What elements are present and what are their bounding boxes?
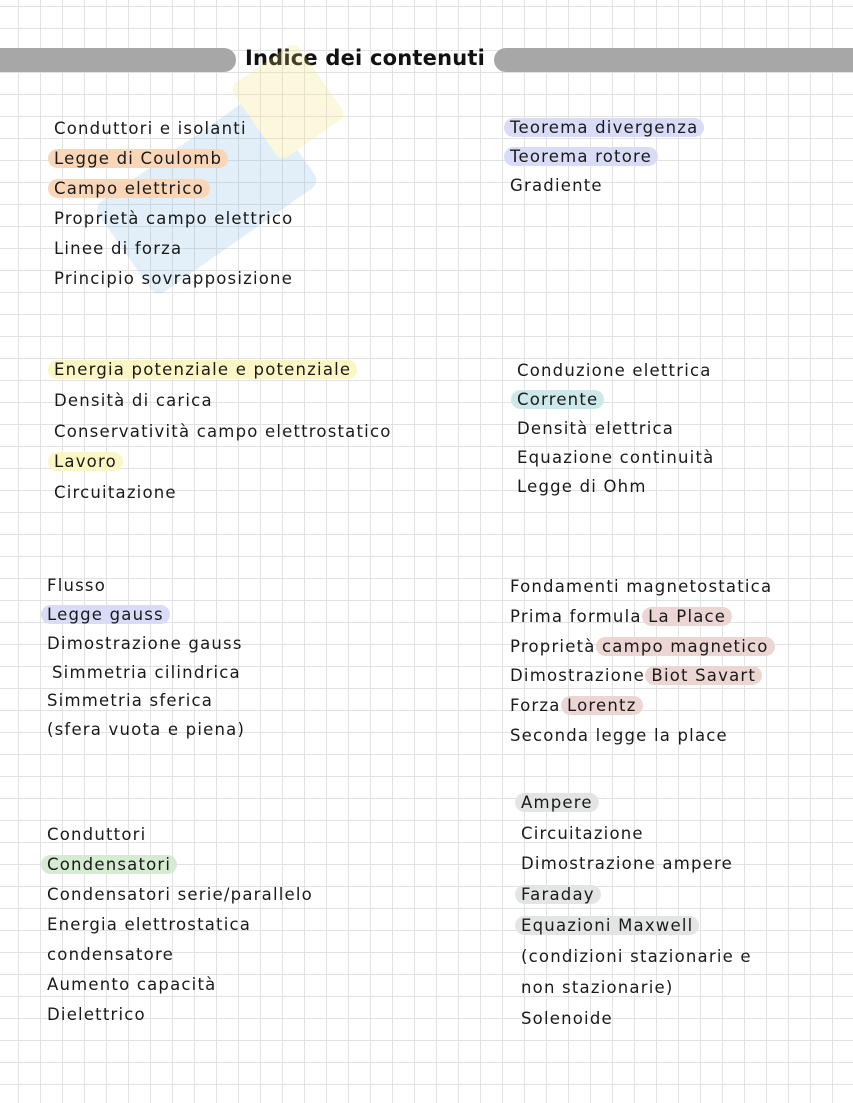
toc-item[interactable]: Dielettrico bbox=[47, 1005, 146, 1024]
toc-item[interactable]: Proprietà campo elettrico bbox=[54, 209, 294, 228]
toc-item-highlight: Biot Savart bbox=[645, 666, 762, 685]
toc-item[interactable] bbox=[510, 146, 652, 168]
toc-item[interactable]: Aumento capacità bbox=[47, 975, 217, 994]
toc-item[interactable]: condensatore bbox=[47, 945, 174, 964]
toc-item[interactable] bbox=[47, 854, 171, 876]
toc-item[interactable] bbox=[510, 636, 769, 658]
toc-item-label: Equazioni Maxwell bbox=[515, 916, 699, 935]
toc-item[interactable]: Simmetria cilindrica bbox=[52, 663, 241, 682]
toc-item-label: Campo elettrico bbox=[48, 179, 210, 198]
toc-item[interactable]: Conduzione elettrica bbox=[517, 361, 712, 380]
toc-item-highlight: campo magnetico bbox=[596, 637, 775, 656]
toc-item[interactable] bbox=[510, 695, 637, 717]
toc-item[interactable]: non stazionarie) bbox=[521, 978, 674, 997]
toc-item-label: Corrente bbox=[511, 390, 604, 409]
toc-item[interactable] bbox=[521, 884, 595, 906]
toc-item-highlight: La Place bbox=[642, 607, 732, 626]
toc-item[interactable] bbox=[54, 148, 222, 170]
toc-item[interactable]: (condizioni stazionarie e bbox=[521, 947, 752, 966]
toc-item[interactable]: Legge di Ohm bbox=[517, 477, 647, 496]
toc-item[interactable]: Principio sovrapposizione bbox=[54, 269, 294, 288]
toc-item[interactable]: Condensatori serie/parallelo bbox=[47, 885, 313, 904]
toc-item[interactable]: Seconda legge la place bbox=[510, 726, 728, 745]
toc-item[interactable] bbox=[54, 451, 117, 473]
toc-item[interactable]: Simmetria sferica bbox=[47, 691, 214, 710]
toc-item[interactable] bbox=[521, 915, 693, 937]
toc-item[interactable]: Energia elettrostatica bbox=[47, 915, 252, 934]
toc-item[interactable]: Conservatività campo elettrostatico bbox=[54, 422, 392, 441]
header-bar-left bbox=[0, 48, 236, 72]
toc-item[interactable]: (sfera vuota e piena) bbox=[47, 720, 246, 739]
toc-item-label: Teorema divergenza bbox=[504, 118, 704, 137]
toc-item-label: Energia potenziale e potenziale bbox=[48, 360, 357, 379]
toc-item[interactable]: Conduttori e isolanti bbox=[54, 119, 247, 138]
toc-item-label: Lavoro bbox=[48, 452, 123, 471]
page-title: Indice dei contenuti bbox=[244, 46, 486, 70]
toc-item[interactable] bbox=[521, 792, 593, 814]
toc-item-highlight: Lorentz bbox=[561, 696, 643, 715]
toc-item[interactable]: Circuitazione bbox=[54, 483, 177, 502]
toc-item-label: Forza bbox=[510, 696, 561, 715]
toc-item-label: Dimostrazione bbox=[510, 666, 645, 685]
toc-item[interactable]: Dimostrazione gauss bbox=[47, 634, 243, 653]
toc-item[interactable] bbox=[517, 389, 598, 411]
toc-item[interactable]: Solenoide bbox=[521, 1009, 613, 1028]
toc-item-label: Proprietà bbox=[510, 637, 596, 656]
toc-item-label: Legge gauss bbox=[41, 605, 170, 624]
toc-item[interactable]: Conduttori bbox=[47, 825, 147, 844]
toc-item[interactable] bbox=[47, 604, 164, 626]
toc-item[interactable]: Linee di forza bbox=[54, 239, 183, 258]
toc-item[interactable]: Fondamenti magnetostatica bbox=[510, 577, 773, 596]
toc-item[interactable]: Flusso bbox=[47, 576, 107, 595]
toc-item-label: Ampere bbox=[515, 793, 599, 812]
toc-item-label: Condensatori bbox=[41, 855, 177, 874]
toc-item-label: Faraday bbox=[515, 885, 601, 904]
toc-item[interactable] bbox=[54, 178, 204, 200]
header-bar-right bbox=[494, 48, 853, 72]
toc-item[interactable]: Equazione continuità bbox=[517, 448, 715, 467]
toc-item[interactable]: Dimostrazione ampere bbox=[521, 854, 733, 873]
toc-item[interactable]: Circuitazione bbox=[521, 824, 644, 843]
toc-item-label: Prima formula bbox=[510, 607, 642, 626]
toc-item-label: Teorema rotore bbox=[504, 147, 658, 166]
toc-item[interactable]: Densità di carica bbox=[54, 391, 213, 410]
toc-item[interactable] bbox=[54, 359, 351, 381]
toc-item[interactable] bbox=[510, 117, 698, 139]
toc-item[interactable]: Gradiente bbox=[510, 176, 603, 195]
toc-item[interactable] bbox=[510, 665, 756, 687]
toc-item[interactable]: Densità elettrica bbox=[517, 419, 675, 438]
toc-item-label: Legge di Coulomb bbox=[48, 149, 228, 168]
toc-item[interactable] bbox=[510, 606, 726, 628]
